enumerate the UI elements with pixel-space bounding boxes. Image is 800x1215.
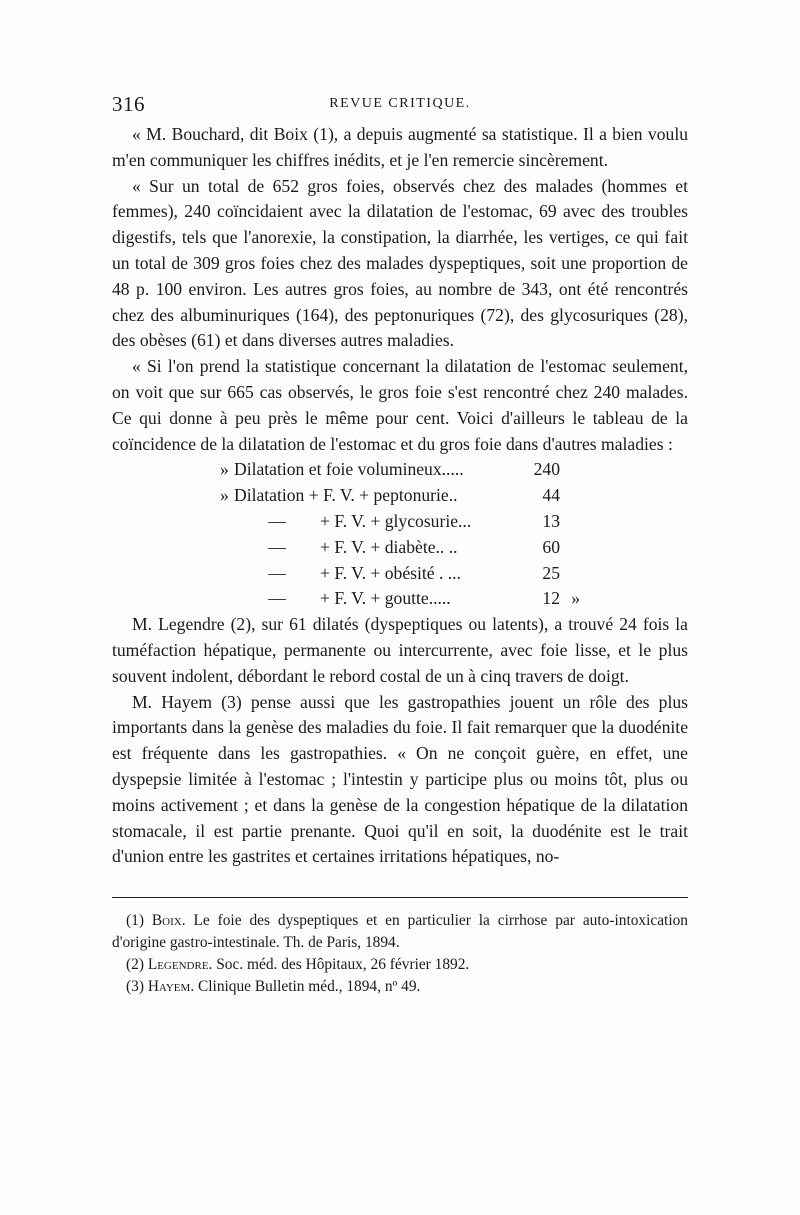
table-row [220,457,580,483]
table-label: + F. V. + diabète.. .. [320,536,458,557]
footnote [112,976,688,998]
footnotes [112,910,688,997]
table-label: + F. V. + obésité . ... [320,562,461,583]
table-value: 240 [533,459,560,480]
table-value: 44 [542,485,560,506]
footnote-rule [112,897,688,898]
table-end [560,483,580,509]
table-row [220,586,580,612]
paragraph: M. Legendre (2), sur 61 dilatés (dyspeptiques ou latents), a trouvé 24 fois la tuméfaction hépatique, permanente ou intercurrente, avec foie lisse, et le plus souvent indolent, débordant le rebord costal de un à cinq travers de doigt. [112,614,688,686]
table-end [560,509,580,535]
table-value: 13 [542,510,560,531]
table-dash: — [268,562,286,583]
coincidence-table [112,457,580,612]
footnote-author: Legendre [147,955,209,973]
table-label: Dilatation + F. V. + peptonurie.. [234,485,458,506]
table-quote: » [220,459,229,480]
table-row [220,483,580,509]
table-quote [220,561,234,587]
footnote-author: Boix [151,912,182,930]
table-end [560,535,580,561]
paragraph: « Sur un total de 652 gros foies, observés chez des malades (hommes et femmes), 240 coïncidaient avec la dilatation de l'estomac, 69 avec des troubles digestifs, tels que l'anorexie, la constipation, la diarrhée, les vertiges, ce qui fait un total de 309 gros foies chez des malades dyspeptiques, soit une proportion de 48 p. 100 environ. Les autres gros foies, au nombre de 343, ont été rencontrés chez des albuminuriques (164), des peptonuriques (72), des glycosuriques (28), des obèses (61) et dans diverses autres maladies. [112,175,688,351]
table-end [560,457,580,483]
paragraph: « Si l'on prend la statistique concernant la dilatation de l'estomac seulement, on voit que sur 665 cas observés, le gros foie s'est rencontré chez 240 malades. Ce qui donne à peu près le même pour cent. Voici d'ailleurs le tableau de la coïncidence de la dilatation de l'estomac et du gros foie dans d'autres maladies : [112,356,688,454]
footnote [112,954,688,976]
table-label: + F. V. + goutte..... [320,588,451,609]
running-title: REVUE CRITIQUE. [329,96,471,111]
table-row [220,535,580,561]
table-row [220,509,580,535]
page-number: 316 [112,92,145,116]
footnote-text: . Clinique Bulletin méd., 1894, nº 49. [190,977,421,995]
body-text [112,122,688,870]
table-row [220,561,580,587]
table-value: 25 [542,562,560,583]
footnote-number: (2) [126,955,144,973]
table-dash: — [268,510,286,531]
footnote-number: (1) [126,912,144,930]
table-label: Dilatation et foie volumineux..... [234,459,464,480]
footnote-author: Hayem [147,977,191,995]
page-header [112,92,688,122]
table-label: + F. V. + glycosurie... [320,510,472,531]
table-quote [220,509,234,535]
table-quote [220,535,234,561]
footnote-text: . Soc. méd. des Hôpitaux, 26 février 1892. [208,955,470,973]
paragraph: « M. Bouchard, dit Boix (1), a depuis augmenté sa statistique. Il a bien voulu m'en communiquer les chiffres inédits, et je l'en remercie sincèrement. [112,124,688,170]
table-value: 12 [542,588,560,609]
page [112,92,688,997]
table-value: 60 [542,536,560,557]
footnote-number: (3) [126,977,144,995]
paragraph: M. Hayem (3) pense aussi que les gastropathies jouent un rôle des plus importants dans la genèse des maladies du foie. Il fait remarquer que la duodénite est fréquente dans les gastropathies. « On ne conçoit guère, en effet, une dyspepsie limitée à l'estomac ; l'intestin y participe plus ou moins tôt, plus ou moins activement ; et dans la genèse de la congestion hépatique de la dilatation stomacale, il est partie prenante. Quoi qu'il en soit, la duodénite est le trait d'union entre les gastrites et certaines irritations hépatiques, no- [112,691,688,867]
table-quote: » [220,485,229,506]
table-quote [220,586,234,612]
table-dash: — [268,588,286,609]
table-end [560,561,580,587]
footnote-text: . Le foie des dyspeptiques et en particulier la cirrhose par auto-intoxication d'origine gastro-intestinale. Th. de Paris, 1894. [112,912,688,951]
footnote [112,910,688,954]
table-dash: — [268,536,286,557]
table-end: » [571,588,580,609]
